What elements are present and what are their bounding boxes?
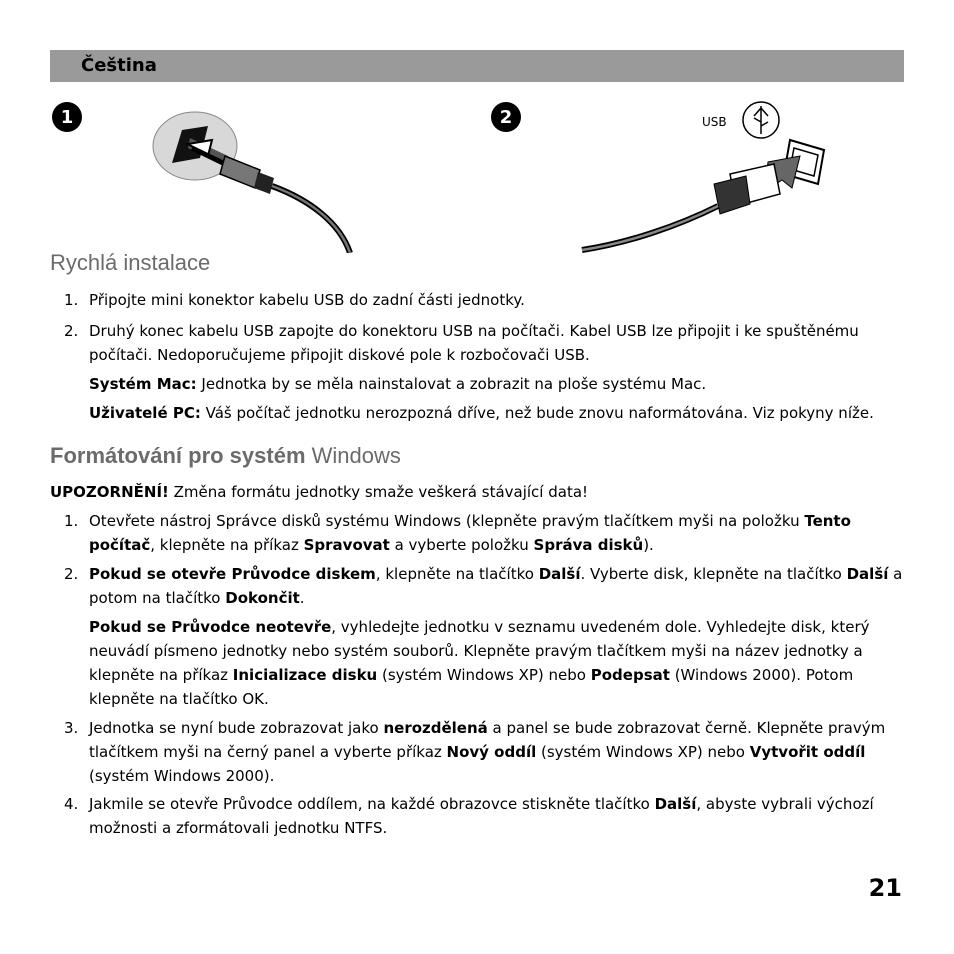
format-step-4: Jakmile se otevře Průvodce oddílem, na každé obrazovce stiskněte tlačítko Další, abyste vybrali výchozí možnosti a zformátovali jednotku NTFS.	[89, 795, 874, 837]
mac-note-label: Systém Mac:	[89, 375, 197, 393]
format-title-bold: Formátování pro systém	[50, 443, 306, 468]
pc-note-text: Váš počítač jednotku nerozpozná dříve, než bude znovu naformátována. Viz pokyny níže.	[200, 404, 874, 422]
list-number: 1.	[64, 291, 79, 309]
format-title-rest: Windows	[305, 443, 401, 468]
language-header-bar	[50, 50, 904, 82]
list-number: 2.	[64, 322, 79, 340]
quick-install-title: Rychlá instalace	[50, 250, 211, 275]
quick-step-1: Připojte mini konektor kabelu USB do zadní části jednotky.	[89, 291, 525, 309]
format-step-3: Jednotka se nyní bude zobrazovat jako nerozdělená a panel se bude zobrazovat černě. Klepněte pravým tlačítkem myši na černý panel a vyberte příkaz Nový oddíl (systém Windows XP) nebo Vytvořit oddíl (systém Windows 2000).	[89, 719, 886, 785]
language-label: Čeština	[81, 55, 157, 76]
warning-text: Změna formátu jednotky smaže veškerá stávající data!	[168, 483, 589, 501]
warning-label: UPOZORNĚNÍ!	[50, 483, 169, 501]
format-title	[50, 443, 401, 469]
quick-step-2: Druhý konec kabelu USB zapojte do konektoru USB na počítači. Kabel USB lze připojit i ke spuštěnému počítači. Nedoporučujeme připojit diskové pole k rozbočovači USB.	[89, 322, 859, 364]
list-number: 2.	[64, 565, 79, 583]
pc-note	[89, 401, 904, 425]
step-1-badge: 1	[52, 102, 82, 132]
list-number: 3.	[64, 719, 79, 737]
usb-computer-connection-illustration	[578, 98, 828, 254]
mac-note	[89, 372, 904, 396]
list-number: 1.	[64, 512, 79, 530]
step-2-badge: 2	[491, 102, 521, 132]
format-step-2-alt: Pokud se Průvodce neotevře, vyhledejte jednotku v seznamu uvedeném dole. Vyhledejte disk, který neuvádí písmeno jednotky nebo systém souborů. Klepněte pravým tlačítkem myši na název jednotky a klepněte na příkaz Inicializace disku (systém Windows XP) nebo Podepsat (Windows 2000). Potom klepněte na tlačítko OK.	[89, 618, 870, 708]
list-number: 4.	[64, 795, 79, 813]
pc-note-label: Uživatelé PC:	[89, 404, 201, 422]
page-number: 21	[868, 874, 902, 902]
format-step-1: Otevřete nástroj Správce disků systému Windows (klepněte pravým tlačítkem myši na položku Tento počítač, klepněte na příkaz Spravovat a vyberte položku Správa disků).	[89, 512, 851, 554]
usb-port-label: USB	[702, 115, 727, 129]
mac-note-text: Jednotka by se měla nainstalovat a zobrazit na ploše systému Mac.	[196, 375, 707, 393]
mini-usb-connection-illustration	[150, 108, 360, 253]
warning-note	[50, 480, 865, 504]
format-step-2: Pokud se otevře Průvodce diskem, klepněte na tlačítko Další. Vyberte disk, klepněte na tlačítko Další a potom na tlačítko Dokončit.	[89, 565, 903, 607]
